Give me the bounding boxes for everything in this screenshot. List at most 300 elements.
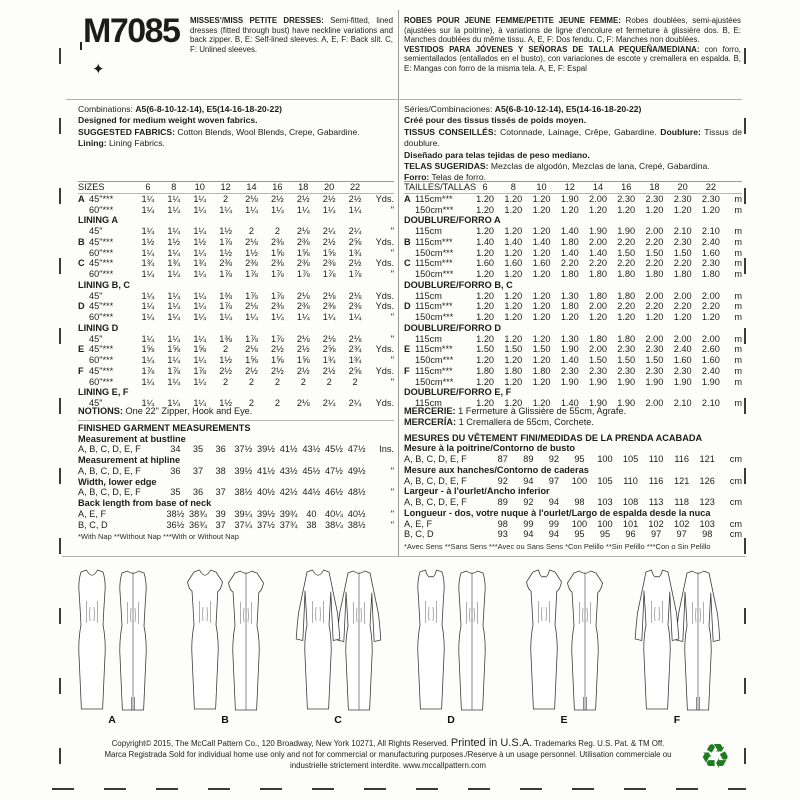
yardage-value: 2½ <box>296 365 310 376</box>
cut-line-left <box>59 48 61 794</box>
yardage-row <box>404 194 742 205</box>
yardage-value: 1¼ <box>141 226 155 236</box>
yardage-value: 1¼ <box>141 333 155 344</box>
view-letter: C <box>78 258 85 269</box>
yardage-value: 1⅝ <box>245 355 258 365</box>
yardage-value: 1.50 <box>673 247 692 258</box>
yardage-value: 1.20 <box>476 290 495 301</box>
yardage-value: 1.50 <box>645 247 664 258</box>
measurement-heading: Measurement at hipline <box>78 455 181 465</box>
fabric-width-label: 60"*** <box>89 204 114 215</box>
size-header-label: TAILLES/TALLAS <box>404 182 477 192</box>
yardage-value: 2⅜ <box>219 258 232 269</box>
fabric-width-label: 150cm*** <box>415 204 454 215</box>
measurement-value: 39 <box>215 508 226 519</box>
measurement-row <box>78 487 394 498</box>
unit-cell: m <box>734 301 742 312</box>
yardage-value: 1.20 <box>504 355 523 365</box>
yardage-value: 2 <box>274 398 280 408</box>
yardage-value: 2.30 <box>701 258 720 269</box>
measurement-value: 126 <box>699 475 715 486</box>
yardage-value: 1¼ <box>193 247 207 258</box>
fabric-width-label: 60"*** <box>89 247 114 258</box>
yardage-value: 1.20 <box>504 290 523 301</box>
fabric-width-label: 115cm*** <box>415 344 453 355</box>
yardage-value: 2.30 <box>645 365 664 376</box>
yardage-value: 2¼ <box>348 398 362 408</box>
yardage-value: 1⅞ <box>348 269 362 279</box>
size-header-col: 6 <box>145 182 151 192</box>
fabric-width-label: 115cm*** <box>415 236 453 247</box>
measurement-value: 118 <box>674 497 689 507</box>
measurement-value: 38 <box>215 465 226 476</box>
yardage-value: 1.80 <box>589 333 607 344</box>
forro-text: Telas de forro. <box>429 172 486 183</box>
intro-left <box>78 104 394 150</box>
yardage-value: 1.30 <box>560 290 579 301</box>
yardage-value: 2.40 <box>701 365 720 376</box>
view-letter: D <box>404 301 411 312</box>
size-header-col: 12 <box>220 182 231 192</box>
yardage-value: 1⅝ <box>141 344 155 355</box>
measurement-value: 102 <box>648 518 664 529</box>
view-letter: B <box>78 236 85 247</box>
yardage-value: 1¼ <box>167 204 181 215</box>
yardage-value: 1.20 <box>589 204 607 215</box>
yardage-value: 1.40 <box>560 398 579 408</box>
yardage-value: 2½ <box>348 258 362 269</box>
measurement-value: 34 <box>170 444 181 455</box>
yardage-value: 1½ <box>219 355 232 365</box>
doublure-label: Doublure: <box>660 126 701 137</box>
yardage-value: 1.60 <box>701 355 720 365</box>
measurement-value: 37½ <box>234 444 253 455</box>
size-header-col: 22 <box>349 182 361 192</box>
finished-measurements-imperial <box>78 406 394 543</box>
size-header-col: 16 <box>621 182 632 192</box>
fabric-width-label: 45"*** <box>89 193 114 204</box>
view-letter: C <box>404 258 411 269</box>
yardage-value: 1.40 <box>560 226 579 236</box>
yardage-value: 1¼ <box>167 398 181 408</box>
yardage-row <box>78 226 394 237</box>
fabric-width-label: 45"*** <box>89 365 114 376</box>
measurement-value: 37 <box>215 519 226 530</box>
yardage-value: 2⅜ <box>270 236 284 247</box>
dress-view-label: E <box>560 714 568 726</box>
yardage-value: 1.20 <box>504 398 523 408</box>
yardage-row <box>78 355 394 366</box>
size-header-row <box>404 181 742 194</box>
measurement-unit: cm <box>729 518 742 529</box>
measurement-row <box>78 520 394 531</box>
unit-cell: " <box>390 355 394 365</box>
unit-cell: " <box>390 376 394 387</box>
yardage-row <box>404 344 742 355</box>
measurement-value: 37¾ <box>279 519 298 530</box>
tissus-line <box>404 127 742 150</box>
yardage-value: 1.40 <box>476 236 495 247</box>
yardage-value: 2 <box>248 398 255 408</box>
forro-label: Forro: <box>404 172 430 183</box>
yardage-value: 1¾ <box>167 258 181 269</box>
unit-cell: m <box>734 333 742 344</box>
fabric-width-label: 45"*** <box>89 236 114 247</box>
table-section-row: DOUBLURE/FORRO B, C <box>404 279 513 290</box>
yardage-value: 2 <box>223 376 229 387</box>
yardage-value: 1.20 <box>532 247 551 258</box>
series-line <box>404 104 742 115</box>
yardage-value: 1⅞ <box>296 269 310 279</box>
measurement-value: 97 <box>548 475 559 486</box>
description-french-body: Robes doublées, semi-ajustées (ajustées sur la poitrine), à variations de ligne d'encolure et fermeture à glissière dos. B, E: Manches doublées du même tissu. A, E, F: Dos fendu. C, F: Manches non doublées. <box>404 16 741 45</box>
unit-cell: Yds. <box>375 365 394 376</box>
table-section-row: LINING D <box>78 322 119 333</box>
description-english-body: Semi-fitted, lined dresses (fitted through bust) have neckline variations and back zipper. B, E: Self-lined sleeves. A, E, F: Back slit. C, F: Unlined sleeves. <box>190 16 393 54</box>
measurement-unit: " <box>390 465 394 476</box>
unit-cell: Yds. <box>375 344 394 355</box>
yardage-value: 2.20 <box>673 258 692 269</box>
yardage-value: 2.20 <box>589 258 607 269</box>
lining-text: Lining Fabrics. <box>106 138 165 149</box>
dress-front-view <box>635 570 679 709</box>
row-label <box>78 237 135 248</box>
yardage-value: 2.00 <box>589 193 607 204</box>
yardage-value: 1.20 <box>476 376 495 387</box>
yardage-value: 1½ <box>219 247 232 258</box>
dress-front-view <box>188 570 223 709</box>
yardage-value: 1¼ <box>193 376 207 387</box>
fabric-width-label: 45" <box>89 226 103 236</box>
yardage-value: 1.90 <box>560 193 579 204</box>
doublure-text: Tissus de doublure. <box>404 126 742 149</box>
copyright-text: Copyright© 2015, The McCall Pattern Co., 120 Broadway, New York 10271, All Rights Reserved. <box>111 739 451 748</box>
yardage-row <box>78 237 394 248</box>
yardage-value: 1¼ <box>296 204 310 215</box>
yardage-value: 2.00 <box>673 290 692 301</box>
row-label <box>78 205 135 216</box>
yardage-value: 1.20 <box>645 204 664 215</box>
yardage-value: 1¼ <box>193 290 207 301</box>
yardage-value: 1.20 <box>645 312 664 322</box>
column-divider <box>398 10 399 556</box>
fabric-width-label: 45" <box>89 333 103 344</box>
size-header-col: 22 <box>705 182 716 192</box>
measurement-value: 37 <box>192 465 204 476</box>
yardage-value: 1¼ <box>141 204 155 215</box>
yardage-value: 1⅝ <box>296 247 310 258</box>
measurement-value: 100 <box>597 518 613 529</box>
measurement-value: 47½ <box>347 444 366 455</box>
row-label <box>404 377 471 388</box>
fgm-body-left <box>78 434 394 531</box>
notions-label: NOTIONS: <box>78 406 123 416</box>
measurement-value: 36 <box>215 444 226 455</box>
row-label <box>78 301 135 312</box>
size-header-col: 10 <box>194 182 205 192</box>
fabric-width-label: 45"*** <box>89 344 114 355</box>
row-label <box>78 248 135 259</box>
row-label <box>78 377 135 388</box>
yardage-value: 1¼ <box>141 269 155 279</box>
yardage-value: 1.80 <box>673 269 692 279</box>
yardage-value: 1.90 <box>560 344 579 355</box>
yardage-value: 2.30 <box>645 193 664 204</box>
unit-cell: m <box>734 226 742 236</box>
yardage-value: 1.40 <box>504 236 523 247</box>
fabrics-line <box>78 127 394 138</box>
yardage-value: 1.80 <box>701 269 720 279</box>
yardage-value: 1.20 <box>476 247 495 258</box>
yardage-value: 1.20 <box>504 301 523 312</box>
measurement-unit: Ins. <box>379 444 394 455</box>
yardage-value: 2.00 <box>645 226 664 236</box>
dress-back-view <box>568 571 603 710</box>
mercerie-text: 1 Fermeture à Glissière de 55cm, Agrafe. <box>455 406 627 416</box>
measurement-value: 41½ <box>279 444 298 455</box>
measurement-row <box>404 476 742 487</box>
measurement-value: 105 <box>622 454 639 464</box>
rule-above-illustrations <box>62 556 746 557</box>
tissus-label: TISSUS CONSEILLÉS: <box>404 126 497 137</box>
fabrics-text: Cotton Blends, Wool Blends, Crepe, Gabardine. <box>174 126 360 137</box>
yardage-value: 1.40 <box>560 355 579 365</box>
yardage-value: 1¼ <box>167 312 181 322</box>
unit-cell: m <box>734 312 742 322</box>
unit-header <box>725 182 742 193</box>
yardage-value: 1¼ <box>245 204 258 215</box>
yardage-value: 1.50 <box>504 344 523 355</box>
size-header-col: 6 <box>482 182 488 192</box>
yardage-value: 2.30 <box>701 193 720 204</box>
yardage-value: 1.20 <box>504 247 523 258</box>
yardage-value: 1.20 <box>504 193 523 204</box>
measurement-views-label: A, B, C, D, E, F <box>404 475 467 486</box>
measurement-value: 116 <box>674 454 689 464</box>
row-label <box>404 344 471 355</box>
yardage-value: 1.20 <box>532 312 551 322</box>
series-label: Séries/Combinaciones: <box>404 104 495 114</box>
measurement-value: 110 <box>648 454 664 464</box>
yardage-value: 2 <box>223 344 229 355</box>
yardage-value: 1¾ <box>348 355 362 365</box>
measurement-value: 36 <box>192 487 204 498</box>
yardage-value: 1.60 <box>476 258 495 269</box>
yardage-value: 1¼ <box>141 193 155 204</box>
yardage-value: 1¼ <box>141 355 155 365</box>
measurement-value: 43½ <box>302 444 321 455</box>
yardage-row <box>78 248 394 259</box>
registration-tick <box>80 42 82 50</box>
yardage-value: 1¼ <box>167 247 181 258</box>
dress-lineart-svg <box>62 559 746 731</box>
yardage-value: 2.20 <box>617 236 636 247</box>
measurement-value: 37½ <box>257 519 275 530</box>
fabric-width-label: 115cm <box>415 333 442 344</box>
yardage-value: 1.90 <box>589 226 607 236</box>
measurement-value: 94 <box>548 497 559 507</box>
yardage-value: 1⅞ <box>322 269 336 279</box>
measurement-value: 95 <box>599 529 611 540</box>
measurement-value: 110 <box>623 475 638 486</box>
dress-back-view <box>459 571 485 710</box>
yardage-value: 1¼ <box>193 269 207 279</box>
view-letter: D <box>78 301 85 312</box>
series-value: A5(6-8-10-12-14), E5(14-16-18-20-22) <box>494 104 642 114</box>
unit-cell: m <box>734 204 742 215</box>
yardage-value: 2 <box>274 226 280 236</box>
measurement-views-label: A, B, C, D, E, F <box>78 465 141 476</box>
yardage-value: 2.20 <box>617 301 636 312</box>
yardage-value: 1.20 <box>504 226 523 236</box>
yardage-value: 1.20 <box>476 355 495 365</box>
lining-line <box>78 138 394 149</box>
dress-view-label: F <box>673 714 681 726</box>
yardage-value: 2⅝ <box>348 365 362 376</box>
measurement-value: 121 <box>699 454 715 464</box>
yardage-value: 1.20 <box>504 204 523 215</box>
row-label <box>78 366 135 377</box>
yardage-value: 2.00 <box>589 301 607 312</box>
table-section-row: DOUBLURE/FORRO D <box>404 322 501 333</box>
yardage-value: 1.20 <box>476 226 495 236</box>
row-label <box>404 334 471 345</box>
dress-view-a <box>79 570 146 710</box>
measurement-value: 97 <box>676 529 687 540</box>
measurement-value: 94 <box>523 475 534 486</box>
yardage-value: 1½ <box>219 398 232 408</box>
measurement-value: 103 <box>597 497 613 507</box>
unit-cell: Yds. <box>375 258 394 269</box>
unit-header <box>368 182 394 193</box>
yardage-value: 2.20 <box>560 258 579 269</box>
yardage-value: 2⅜ <box>296 301 310 312</box>
yardage-value: 1.20 <box>476 269 495 279</box>
yardage-value: 1.60 <box>504 258 523 269</box>
yardage-value: 1.90 <box>589 376 607 387</box>
fabric-width-label: 150cm*** <box>415 312 454 322</box>
yardage-value: 1¼ <box>141 376 155 387</box>
yardage-value: 2⅜ <box>270 258 284 269</box>
yardage-value: 1⅝ <box>270 247 284 258</box>
measurement-value: 36½ <box>166 519 185 530</box>
yardage-value: 2 <box>300 376 306 387</box>
measurement-value: 49½ <box>347 465 366 476</box>
yardage-value: 2⅜ <box>270 301 284 312</box>
measurement-unit: cm <box>729 529 742 540</box>
measurement-unit: cm <box>729 475 742 486</box>
yardage-value: 1.20 <box>532 204 551 215</box>
yardage-value: 2¼ <box>322 398 336 408</box>
yardage-value: 1½ <box>167 236 181 247</box>
measurement-value: 123 <box>699 497 715 507</box>
yardage-value: 1⅝ <box>296 355 310 365</box>
measurement-value: 108 <box>622 497 639 507</box>
yardage-value: 1.80 <box>589 290 607 301</box>
size-header-col: 18 <box>298 182 309 192</box>
measurement-value: 96 <box>625 529 636 540</box>
unit-cell: Yds. <box>375 398 394 408</box>
measurement-value: 113 <box>648 497 664 507</box>
size-header-col: 14 <box>592 182 604 192</box>
fabric-width-label: 60"*** <box>89 312 114 322</box>
yardage-value: 1¼ <box>141 247 155 258</box>
measurement-value: 38½ <box>347 519 366 530</box>
measurement-heading: Largeur - à l'ourlet/Ancho inferior <box>404 486 550 497</box>
yardage-value: 2½ <box>296 344 310 355</box>
row-label <box>404 291 471 302</box>
measurement-row <box>404 454 742 465</box>
row-label <box>78 226 135 237</box>
table-section-row: LINING B, C <box>78 279 131 290</box>
size-header-col: 20 <box>324 182 335 192</box>
yardage-value: 1¼ <box>219 312 232 322</box>
fabric-width-label: 115cm*** <box>415 301 453 312</box>
trademark-text: Trademarks Reg. U.S. Pat. & TM Off. <box>532 739 665 748</box>
yardage-value: 1.20 <box>476 301 495 312</box>
yardage-value: 2½ <box>270 365 284 376</box>
yardage-value: 2.30 <box>673 236 692 247</box>
yardage-value: 1½ <box>141 236 155 247</box>
yardage-value: 1.80 <box>617 333 636 344</box>
footer-copyright <box>88 738 688 771</box>
unit-cell: Yds. <box>375 193 394 204</box>
measurement-value: 47½ <box>325 465 343 476</box>
yardage-row <box>404 301 742 312</box>
measurement-row <box>404 497 742 508</box>
description-french-title: ROBES POUR JEUNE FEMME/PETITE JEUNE FEMME: <box>404 16 621 25</box>
yardage-value: 1.20 <box>532 398 551 408</box>
telas-label: TELAS SUGERIDAS: <box>404 161 489 172</box>
yardage-row <box>78 366 394 377</box>
dress-front-view <box>296 570 340 709</box>
yardage-value: 2.20 <box>701 301 720 312</box>
dress-view-label: A <box>108 714 116 726</box>
recycle-icon: ♻ <box>700 738 731 776</box>
yardage-value: 1.80 <box>645 269 664 279</box>
yardage-value: 1.20 <box>617 312 636 322</box>
row-label <box>404 237 471 248</box>
measurement-value: 99 <box>548 518 559 529</box>
fabric-width-label: 115cm <box>415 226 442 236</box>
yardage-value: 2¾ <box>348 344 362 355</box>
dress-front-view <box>79 570 105 709</box>
yardage-value: 1.20 <box>504 376 523 387</box>
measurement-value: 39¼ <box>234 508 253 519</box>
description-french-spanish <box>404 16 741 96</box>
yardage-row <box>78 301 394 312</box>
yardage-value: 1.80 <box>589 269 607 279</box>
yardage-value: 1¼ <box>322 312 336 322</box>
combinations-label: Combinations: <box>78 104 136 114</box>
yardage-value: 2.00 <box>701 333 720 344</box>
yardage-value: 2.30 <box>560 365 579 376</box>
yardage-value: 1⅝ <box>193 344 207 355</box>
unit-cell: m <box>734 258 742 269</box>
table-section-row: LINING E, F <box>78 387 129 398</box>
yardage-value: 1.90 <box>701 376 720 387</box>
unit-cell: " <box>390 226 394 236</box>
telas-text: Mezclas de algodón, Mezclas de lana, Crepé, Gabardina. <box>488 161 710 172</box>
measurement-value: 43½ <box>279 465 298 476</box>
fabric-width-label: 45"*** <box>89 258 114 269</box>
measurement-value: 39¾ <box>279 508 298 519</box>
merceria-label: MERCERÍA: <box>404 416 457 427</box>
yardage-value: 1⅞ <box>141 365 155 376</box>
yardage-value: 2 <box>326 376 332 387</box>
yardage-value: 2 <box>223 193 229 204</box>
measurement-value: 37 <box>215 487 226 498</box>
